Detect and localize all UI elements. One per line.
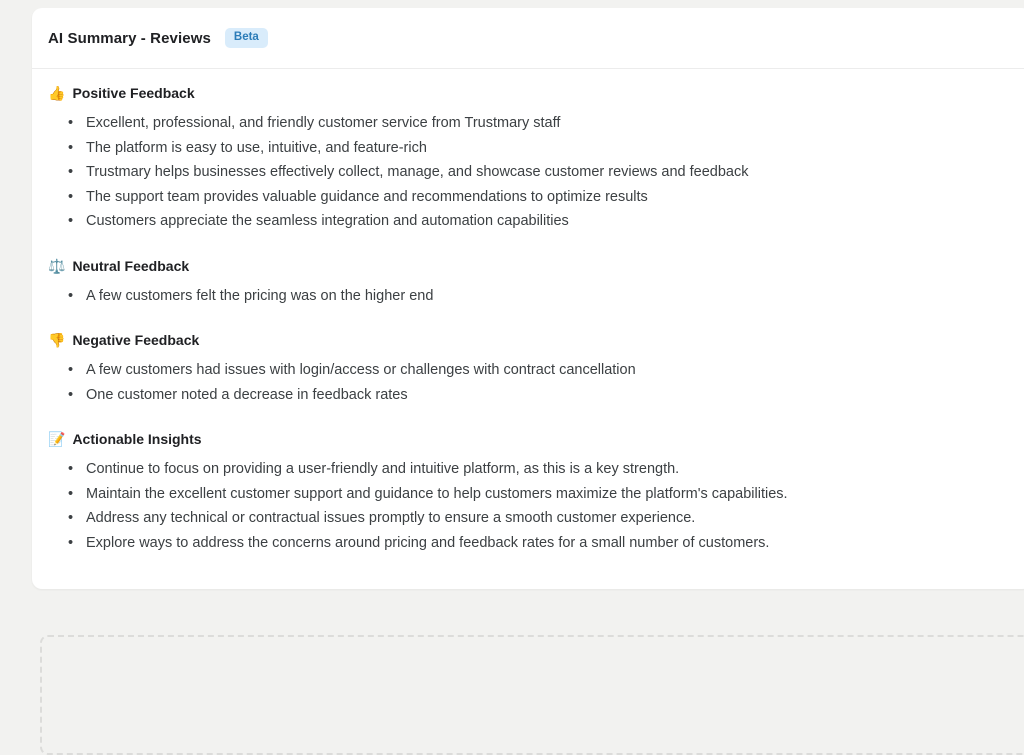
list-item: • Trustmary helps businesses effectively collect, manage, and showcase customer reviews and feedback: [48, 160, 1016, 185]
ai-summary-card: [32, 8, 1024, 589]
section-actionable-insights: [48, 429, 1016, 555]
section-heading-label: Actionable Insights: [72, 431, 202, 447]
section-heading-label: Positive Feedback: [72, 85, 195, 101]
list-item: • Customers appreciate the seamless integration and automation capabilities: [48, 209, 1016, 234]
list-item: • Continue to focus on providing a user-friendly and intuitive platform, as this is a key strength.: [48, 457, 1016, 482]
beta-badge: Beta: [225, 28, 268, 48]
list-item: • Maintain the excellent customer support and guidance to help customers maximize the platform's capabilities.: [48, 482, 1016, 507]
list-item: • Address any technical or contractual issues promptly to ensure a smooth customer experience.: [48, 506, 1016, 531]
section-heading-label: Negative Feedback: [72, 332, 200, 348]
memo-icon: 📝: [48, 431, 66, 447]
section-heading-positive: [48, 83, 1016, 103]
card-body: [32, 69, 1024, 589]
actionable-insights-list: [48, 457, 1016, 555]
section-heading-label: Neutral Feedback: [72, 257, 190, 274]
empty-placeholder-panel: [40, 635, 1024, 755]
card-header: [32, 8, 1024, 69]
negative-feedback-list: [48, 358, 1016, 407]
positive-feedback-list: [48, 111, 1016, 234]
section-neutral-feedback: [48, 256, 1016, 309]
thumbs-down-icon: 👎: [48, 332, 66, 348]
list-item: • The platform is easy to use, intuitive, and feature-rich: [48, 136, 1016, 161]
thumbs-up-icon: 👍: [48, 85, 66, 101]
list-item: • One customer noted a decrease in feedback rates: [48, 383, 1016, 408]
list-item: • A few customers had issues with login/access or challenges with contract cancellation: [48, 358, 1016, 383]
list-item: • The support team provides valuable guidance and recommendations to optimize results: [48, 185, 1016, 210]
balance-scale-icon: ⚖️: [48, 257, 66, 274]
section-positive-feedback: [48, 83, 1016, 234]
list-item: • Excellent, professional, and friendly customer service from Trustmary staff: [48, 111, 1016, 136]
page-title: AI Summary - Reviews: [48, 29, 211, 47]
section-heading-negative: [48, 330, 1016, 350]
section-negative-feedback: [48, 330, 1016, 407]
neutral-feedback-list: [48, 284, 1016, 309]
section-heading-neutral: [48, 256, 1016, 276]
list-item: • Explore ways to address the concerns around pricing and feedback rates for a small number of customers.: [48, 531, 1016, 556]
list-item: • A few customers felt the pricing was on the higher end: [48, 284, 1016, 309]
section-heading-insights: [48, 429, 1016, 449]
